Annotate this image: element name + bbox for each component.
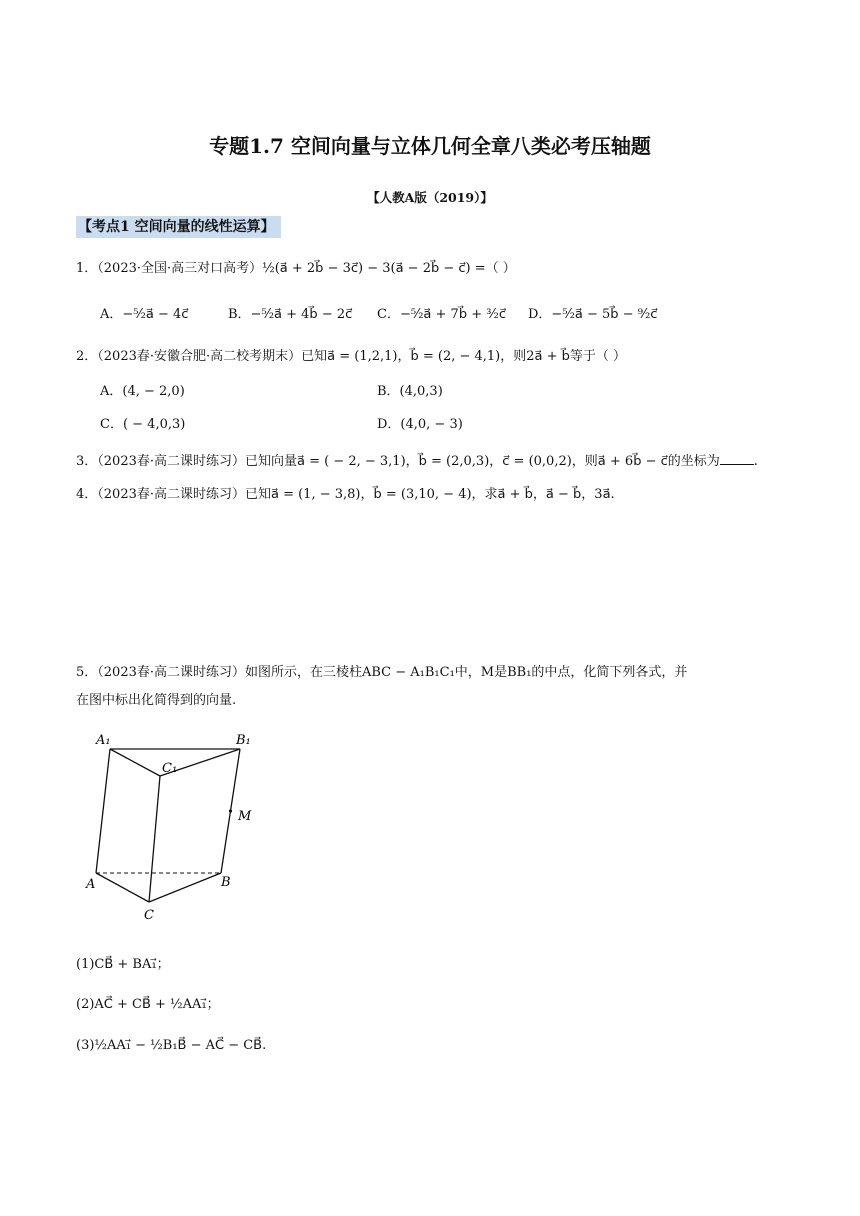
q1-option-b: B．−⁵⁄₂a⃗ + 4b⃗ − 2c⃗ — [228, 307, 353, 322]
question-3-text: 3．（2023春·高二课时练习）已知向量a⃗ = ( − 2, − 3,1)，b⃗ = (2,0,3)，c⃗ = (0,0,2)，则a⃗ + 6b⃗ − c⃗的坐标为 — [76, 454, 720, 469]
q2-option-b: B．(4,0,3) — [377, 384, 443, 399]
edge-c-b — [149, 873, 221, 902]
prism-figure — [76, 728, 276, 928]
label-c: C — [144, 908, 154, 923]
section-heading: 【考点1 空间向量的线性运算】 — [76, 216, 281, 238]
label-a1: A₁ — [96, 733, 111, 748]
q1-option-c: C．−⁵⁄₂a⃗ + 7b⃗ + ³⁄₂c⃗ — [377, 307, 506, 322]
label-a: A — [86, 877, 96, 892]
q5-part-1: (1)CB⃗ + BA₁⃗； — [76, 957, 170, 972]
question-4: 4．（2023春·高二课时练习）已知a⃗ = (1, − 3,8)，b⃗ = (3,10, − 4)，求a⃗ + b⃗，a⃗ − b⃗，3a⃗. — [76, 487, 615, 502]
question-5-line-1: 5．（2023春·高二课时练习）如图所示，在三棱柱ABC − A₁B₁C₁中，M是BB₁的中点，化简下列各式，并 — [76, 665, 688, 680]
question-3 — [76, 450, 758, 469]
question-5-line-2: 在图中标出化简得到的向量. — [76, 693, 237, 708]
q2-option-c: C．( − 4,0,3) — [100, 417, 186, 432]
edge-c1-c — [149, 776, 160, 902]
label-c1: C₁ — [162, 761, 178, 776]
q1-option-d: D．−⁵⁄₂a⃗ − 5b⃗ − ⁹⁄₂c⃗ — [528, 307, 658, 322]
q2-option-a: A．(4, − 2,0) — [100, 384, 185, 399]
label-m: M — [238, 809, 252, 824]
page-title: 专题1.7 空间向量与立体几何全章八类必考压轴题 — [209, 134, 651, 158]
question-1: 1．（2023·全国·高三对口高考）½(a⃗ + 2b⃗ − 3c⃗) − 3(a⃗ − 2b⃗ − c⃗) =（ ） — [76, 261, 516, 276]
question-3-tail: . — [753, 454, 758, 469]
edge-a1-c1 — [110, 749, 160, 776]
edge-a-c — [96, 873, 149, 902]
point-m — [229, 809, 232, 812]
q5-part-2: (2)AC⃗ + CB⃗ + ½AA₁⃗； — [76, 997, 220, 1012]
q1-option-a: A．−⁵⁄₂a⃗ − 4c⃗ — [100, 307, 189, 322]
question-2: 2．（2023春·安徽合肥·高二校考期末）已知a⃗ = (1,2,1)，b⃗ = (2, − 4,1)，则2a⃗ + b⃗等于（ ） — [76, 349, 627, 364]
q5-part-3: (3)½AA₁⃗ − ½B₁B⃗ − AC⃗ − CB⃗. — [76, 1038, 267, 1053]
q2-option-d: D．(4,0, − 3) — [377, 417, 463, 432]
edge-a1-a — [96, 749, 110, 873]
label-b1: B₁ — [236, 733, 251, 748]
label-b: B — [221, 875, 231, 890]
edition-subtitle: 【人教A版（2019）】 — [367, 190, 493, 205]
answer-blank — [720, 452, 754, 465]
